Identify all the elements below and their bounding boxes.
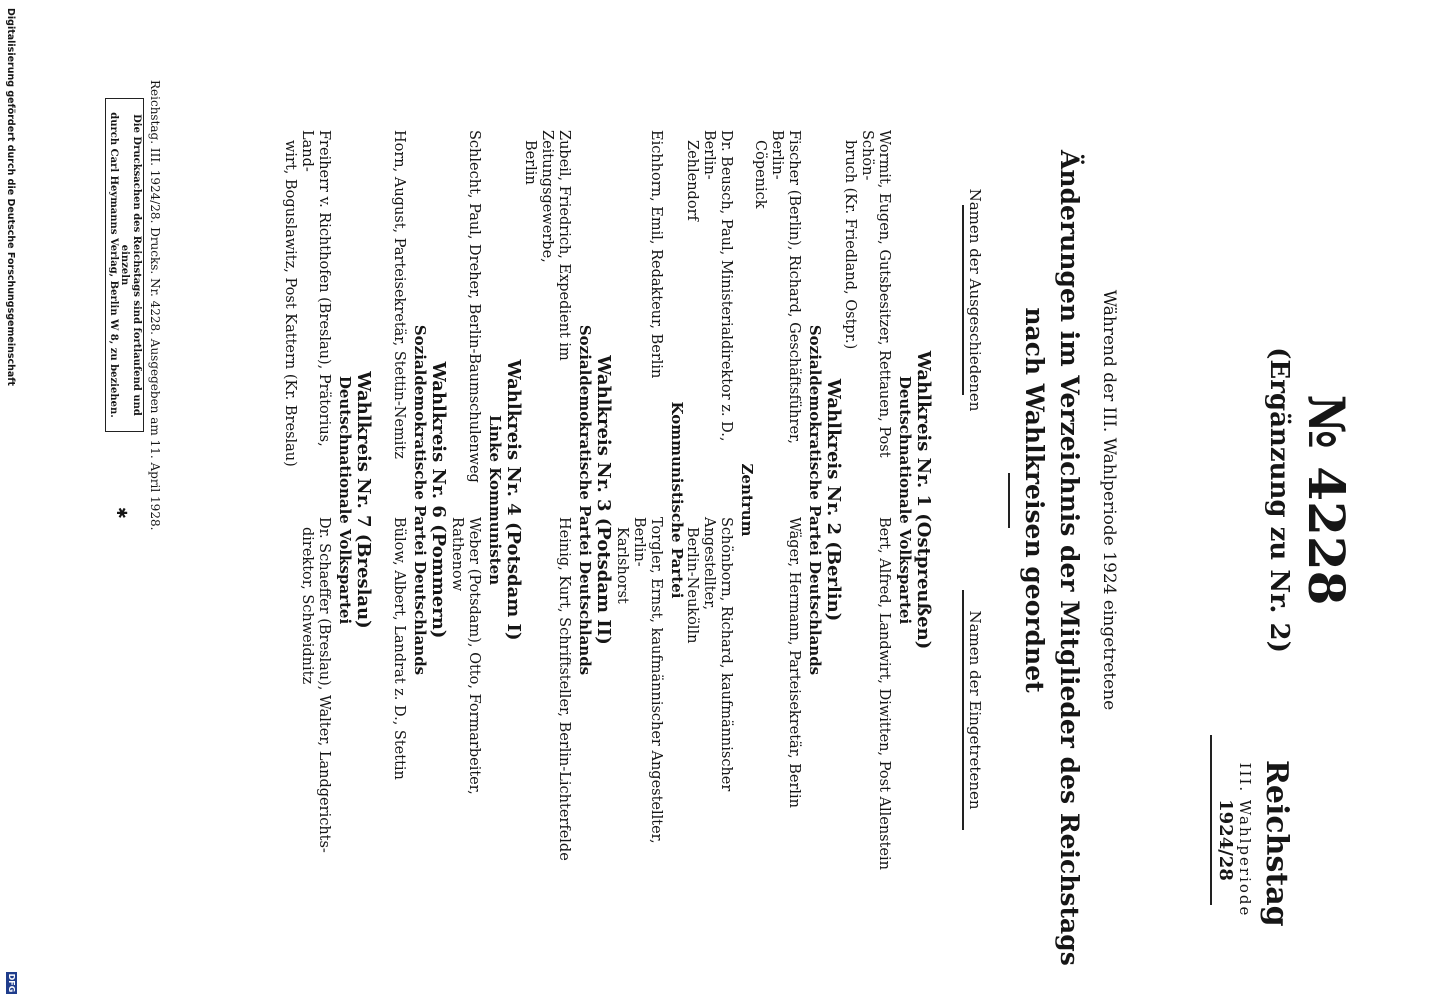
- departed-entry: Zubeil, Friedrich, Expedient im Zeitungsgewerbe, Berlin: [522, 130, 572, 361]
- district-heading: Wahlkreis Nr. 1 (Ostpreußen): [913, 350, 934, 650]
- doc-subtitle: (Ergänzung zu Nr. 2): [1264, 347, 1294, 653]
- departed-entry: Horn, August, Parteisekretär, Stettin-Nemitz: [391, 130, 407, 459]
- entered-entry: Weber (Potsdam), Otto, Formarbeiter, Rathenow: [449, 517, 482, 795]
- district-heading: Wahlkreis Nr. 7 (Breslau): [353, 371, 374, 629]
- party-heading: Sozialdemokratische Partei Deutschlands: [806, 324, 824, 676]
- intro-line: Während der III. Wahlperiode 1924 eingetretene: [1099, 289, 1119, 711]
- entered-entry: Bülow, Albert, Landrat z. D., Stettin: [391, 517, 407, 780]
- departed-entry: Wormit, Eugen, Gutsbesitzer, Rettauen, Post Schön- bruch (Kr. Friedland, Ostpr.): [842, 130, 892, 458]
- dfg-logo: DFG: [7, 973, 16, 993]
- period-years: 1924/28: [1215, 799, 1236, 881]
- right-header-rule: [963, 590, 965, 830]
- right-column-header: Namen der Eingetretenen: [966, 610, 984, 810]
- party-heading: Deutschnationale Volkspartei: [896, 375, 914, 625]
- departed-entry: Fischer (Berlin), Richard, Geschäftsführer, Berlin- Cöpenick: [752, 130, 802, 444]
- party-heading: Kommunistische Partei: [668, 401, 686, 599]
- party-heading: Deutschnationale Volkspartei: [336, 375, 354, 625]
- district-heading: Wahlkreis Nr. 2 (Berlin): [823, 378, 844, 622]
- entered-entry: Dr. Schaeffer (Breslau), Walter, Landgerichts- direktor, Schweidnitz: [299, 517, 332, 853]
- party-heading: Linke Kommunisten: [486, 414, 504, 586]
- left-column-header: Namen der Ausgeschiedenen: [966, 188, 984, 412]
- left-header-rule: [963, 205, 965, 395]
- party-heading: Sozialdemokratische Partei Deutschlands: [576, 324, 594, 676]
- party-heading: Sozialdemokratische Partei Deutschlands: [411, 324, 429, 676]
- departed-entry: Eichhorn, Emil, Redakteur, Berlin: [648, 130, 664, 379]
- departed-entry: Schlecht, Paul, Dreher, Berlin-Baumschulenweg: [466, 130, 482, 483]
- title-line-1: Änderungen im Verzeichnis der Mitglieder des Reichstags: [1055, 150, 1084, 966]
- publisher-note-box: Die Drucksachen des Reichstags sind fortlaufend und einzeln durch Carl Heymanns Verlag, Berlin W 8, zu beziehen.: [106, 98, 145, 432]
- period-label: III. Wahlperiode: [1236, 762, 1254, 918]
- title-rule: [1009, 473, 1011, 528]
- ornament-star-icon: ✱: [113, 507, 129, 519]
- entered-entry: Bert, Alfred, Landwirt, Diwitten, Post Allenstein: [876, 517, 892, 870]
- district-heading: Wahlkreis Nr. 6 (Pommern): [428, 361, 449, 639]
- imprint-line: Reichstag. III. 1924/28. Drucks. Nr. 4228. Ausgegeben am 11. April 1928.: [148, 80, 162, 531]
- departed-entry: Freiherr v. Richthofen (Breslau), Prätorius, Land- wirt, Boguslawitz, Post Kattern (Kr. Breslau): [282, 130, 332, 467]
- district-heading: Wahlkreis Nr. 4 (Potsdam I): [503, 359, 524, 641]
- party-heading: Zentrum: [738, 463, 756, 537]
- entered-entry: Schönborn, Richard, kaufmännischer Angestellter, Berlin-Neukölln: [684, 517, 734, 792]
- doc-number: № 4228: [1297, 394, 1356, 606]
- header-rule: [1211, 735, 1213, 905]
- sponsor-note: Digitalisierung gefördert durch die Deutsche Forschungsgemeinschaft: [5, 8, 16, 386]
- entered-entry: Wäger, Hermann, Parteisekretär, Berlin: [786, 517, 802, 809]
- entered-entry: Torgler, Ernst, kaufmännischer Angestellter, Berlin- Karlshorst: [614, 517, 664, 844]
- district-heading: Wahlkreis Nr. 3 (Potsdam II): [593, 355, 614, 645]
- departed-entry: Dr. Beusch, Paul, Ministerialdirektor z. D., Berlin- Zehlendorf: [684, 130, 734, 442]
- title-line-2: nach Wahlkreisen geordnet: [1020, 307, 1049, 693]
- publication-name: Reichstag: [1259, 760, 1294, 927]
- entered-entry: Heinig, Kurt, Schriftsteller, Berlin-Lichterfelde: [556, 517, 572, 861]
